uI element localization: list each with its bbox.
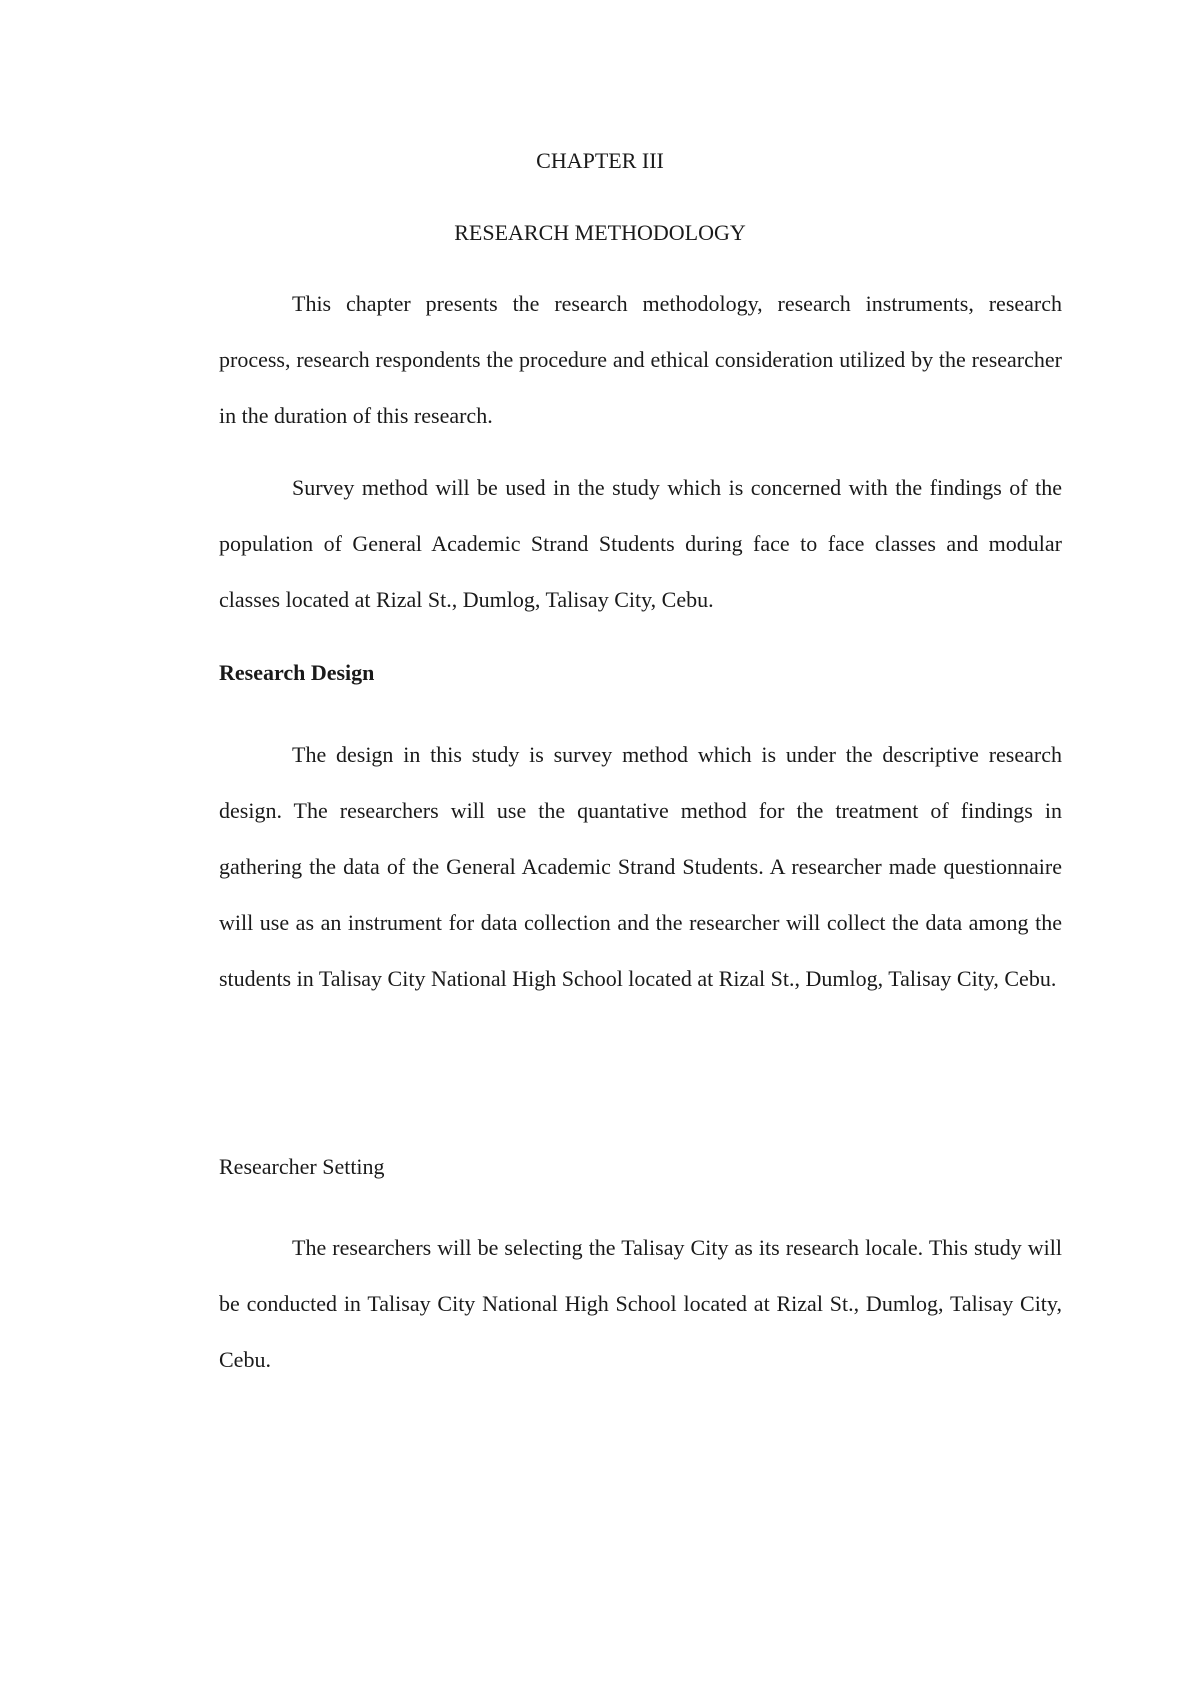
- survey-paragraph: Survey method will be used in the study which is concerned with the findings of the population of General Academic Strand Students during face to face classes and modular classes located at Rizal St., Dumlog, Talisay City, Cebu.: [219, 475, 1062, 612]
- research-design-paragraph: The design in this study is survey method which is under the descriptive research design. The researchers will use the quantative method for the treatment of findings in gathering the data of the General Academic Strand Students. A researcher made questionnaire will use as an instrument for data collection and the researcher will collect the data among the students in Talisay City National High School located at Rizal St., Dumlog, Talisay City, Cebu.: [219, 742, 1062, 991]
- intro-paragraph: This chapter presents the research methodology, research instruments, research process, research respondents the procedure and ethical consideration utilized by the researcher in the duration of this research.: [219, 291, 1062, 428]
- researcher-setting-paragraph: The researchers will be selecting the Talisay City as its research locale. This study will be conducted in Talisay City National High School located at Rizal St., Dumlog, Talisay City, Cebu.: [219, 1235, 1062, 1372]
- section-title: RESEARCH METHODOLOGY: [454, 220, 746, 245]
- researcher-setting-heading: Researcher Setting: [219, 1154, 385, 1179]
- research-design-heading: Research Design: [219, 660, 375, 685]
- chapter-title: CHAPTER III: [536, 148, 664, 173]
